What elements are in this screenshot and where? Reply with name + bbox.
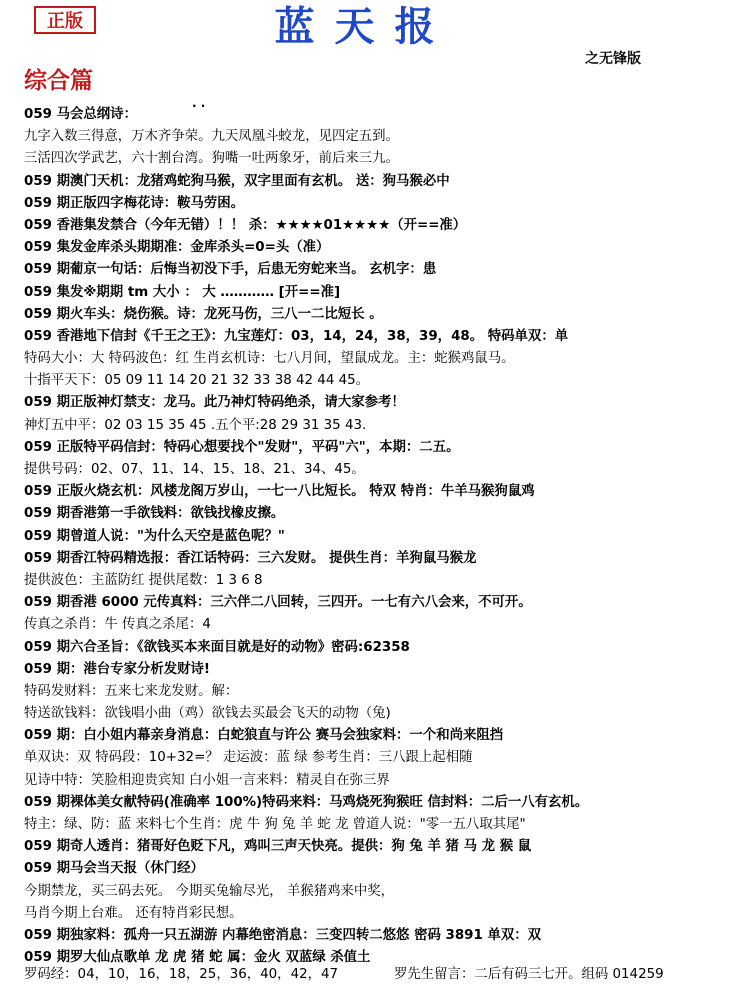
content-line: 059 期葡京一句话：后悔当初没下手，后患无穷蛇来当。 玄机字：患 <box>24 262 437 278</box>
content-line: 特送欲钱料：欲钱唱小曲（鸡）欲钱去买最会飞天的动物（兔) <box>24 706 391 722</box>
content-line: 059 期曾道人说："为什么天空是蓝色呢？" <box>24 528 285 544</box>
content-line: 059 期裸体美女献特码(准确率 100%)特码来料：马鸡烧死狗猴旺 信封料：二后一八有玄机。 <box>24 794 589 810</box>
content-line: 059 期罗大仙点歌单 龙 虎 猪 蛇 属：金火 双蓝绿 杀值土 <box>24 950 371 966</box>
decorative-dots: . . <box>192 96 206 110</box>
content-line: 059 期马会当天报（休门经） <box>24 861 204 877</box>
newspaper-title: 蓝天报 <box>274 3 455 50</box>
content-line: 059 期香港第一手欲钱料：欲钱找橡皮擦。 <box>24 506 285 522</box>
content-line: 059 期独家料：孤舟一只五湖游 内幕绝密消息：三变四转二悠悠 密码 3891 单双：双 <box>24 927 542 943</box>
content-line: 059 期正版四字梅花诗：鞍马劳困。 <box>24 195 245 211</box>
footer-left: 罗码经：04，10，16，18，25，36，40，42，47 <box>24 967 339 982</box>
content-line: 十指平天下：05 09 11 14 20 21 32 33 38 42 44 45。 <box>24 373 370 389</box>
content-line: 九字入数三得意，万木齐争荣。九天凤凰斗蛟龙，见四定五到。 <box>24 129 399 145</box>
content-line: 059 集发金库杀头期期准：金库杀头=0=头（准） <box>24 240 330 256</box>
content-line: 059 正版特平码信封：特码心想要找个"发财"，平码"六"，本期：二五。 <box>24 439 460 455</box>
content-line: 059 集发※期期 tm 大小 ： 大 ………… [开==准] <box>24 284 341 300</box>
content-line: 单双诀：双 特码段：10+32=？ 走运波：蓝 绿 参考生肖：三八跟上起相随 <box>24 750 473 766</box>
content-line: 马肖今期上台难。 还有特肖彩民想。 <box>24 905 243 921</box>
content-line: 提供号码：02、07、11、14、15、18、21、34、45。 <box>24 462 365 477</box>
content-line: 059 香港集发禁合（今年无错）！！ 杀：★★★★01★★★★（开==准） <box>24 217 467 233</box>
content-line: 特码发财料：五来七来龙发财。解： <box>24 683 239 699</box>
content-line: 059 期：港台专家分析发财诗! <box>24 661 211 677</box>
content-line: 059 期澳门天机：龙猪鸡蛇狗马猴，双字里面有玄机。 送：狗马猴必中 <box>24 173 450 189</box>
content-line: 今期禁龙，买三码去死。 今期买兔输尽光， 羊猴猪鸡来中奖， <box>24 883 395 899</box>
content-line: 059 期香港 6000 元传真料：三六伴二八回转，三四开。一七有六八会来，不可开。 <box>24 595 532 611</box>
content-line: 059 马会总纲诗： <box>24 107 137 122</box>
section-heading: 综合篇 <box>24 67 93 94</box>
content-line: 059 期奇人透肖：猪哥好色贬下凡，鸡叫三声天快亮。提供：狗 兔 羊 猪 马 龙 猴 鼠 <box>24 839 532 855</box>
content-line: 传真之杀肖：牛 传真之杀尾：4 <box>24 617 211 633</box>
content-line: 见诗中特：笑脸相迎贵宾知 白小姐一言来料：精灵自在弥三界 <box>24 772 390 788</box>
content-line: 059 期香江特码精选报：香江话特码：三六发财。 提供生肖：羊狗鼠马猴龙 <box>24 550 477 566</box>
genuine-stamp: 正版 <box>34 6 96 34</box>
edition-label: 之无锋版 <box>585 51 641 67</box>
content-lines <box>24 104 724 969</box>
footer-right: 罗先生留言：二后有码三七开。组码 014259 <box>394 967 664 982</box>
content-line: 059 期：白小姐内幕亲身消息：白蛇狼直与许公 赛马会独家料：一个和尚来阻挡 <box>24 728 504 744</box>
content-line: 059 正版火烧玄机：风楼龙阁万岁山，一七一八比短长。 特双 特肖：牛羊马猴狗鼠鸡 <box>24 484 535 500</box>
content-line: 059 香港地下信封《千王之王》：九宝莲灯：03，14，24，38，39，48。 特码单双：单 <box>24 328 569 344</box>
content-line: 特码大小：大 特码波色：红 生肖玄机诗：七八月间，望鼠成龙。主：蛇猴鸡鼠马。 <box>24 351 515 367</box>
content-line: 神灯五中平：02 03 15 35 45 .五个平:28 29 31 35 43. <box>24 417 367 433</box>
content-line: 059 期火车头：烧伤猴。诗：龙死马伤，三八一二比短长 。 <box>24 306 383 322</box>
content-line: 提供波色：主蓝防红 提供尾数：1 3 6 8 <box>24 572 263 588</box>
content-line: 特主：绿、防：蓝 来料七个生肖：虎 牛 狗 兔 羊 蛇 龙 曾道人说："零一五八取其尾" <box>24 817 526 832</box>
footer-line <box>24 966 724 984</box>
content-line: 三活四次学武艺，六十割台湾。狗嘴一吐两象牙，前后来三九。 <box>24 151 399 167</box>
content-line: 059 期六合圣旨：《欲钱买本来面目就是好的动物》密码:62358 <box>24 639 410 655</box>
content-line: 059 期正版神灯禁支：龙马。此乃神灯特码绝杀，请大家参考！ <box>24 395 405 411</box>
